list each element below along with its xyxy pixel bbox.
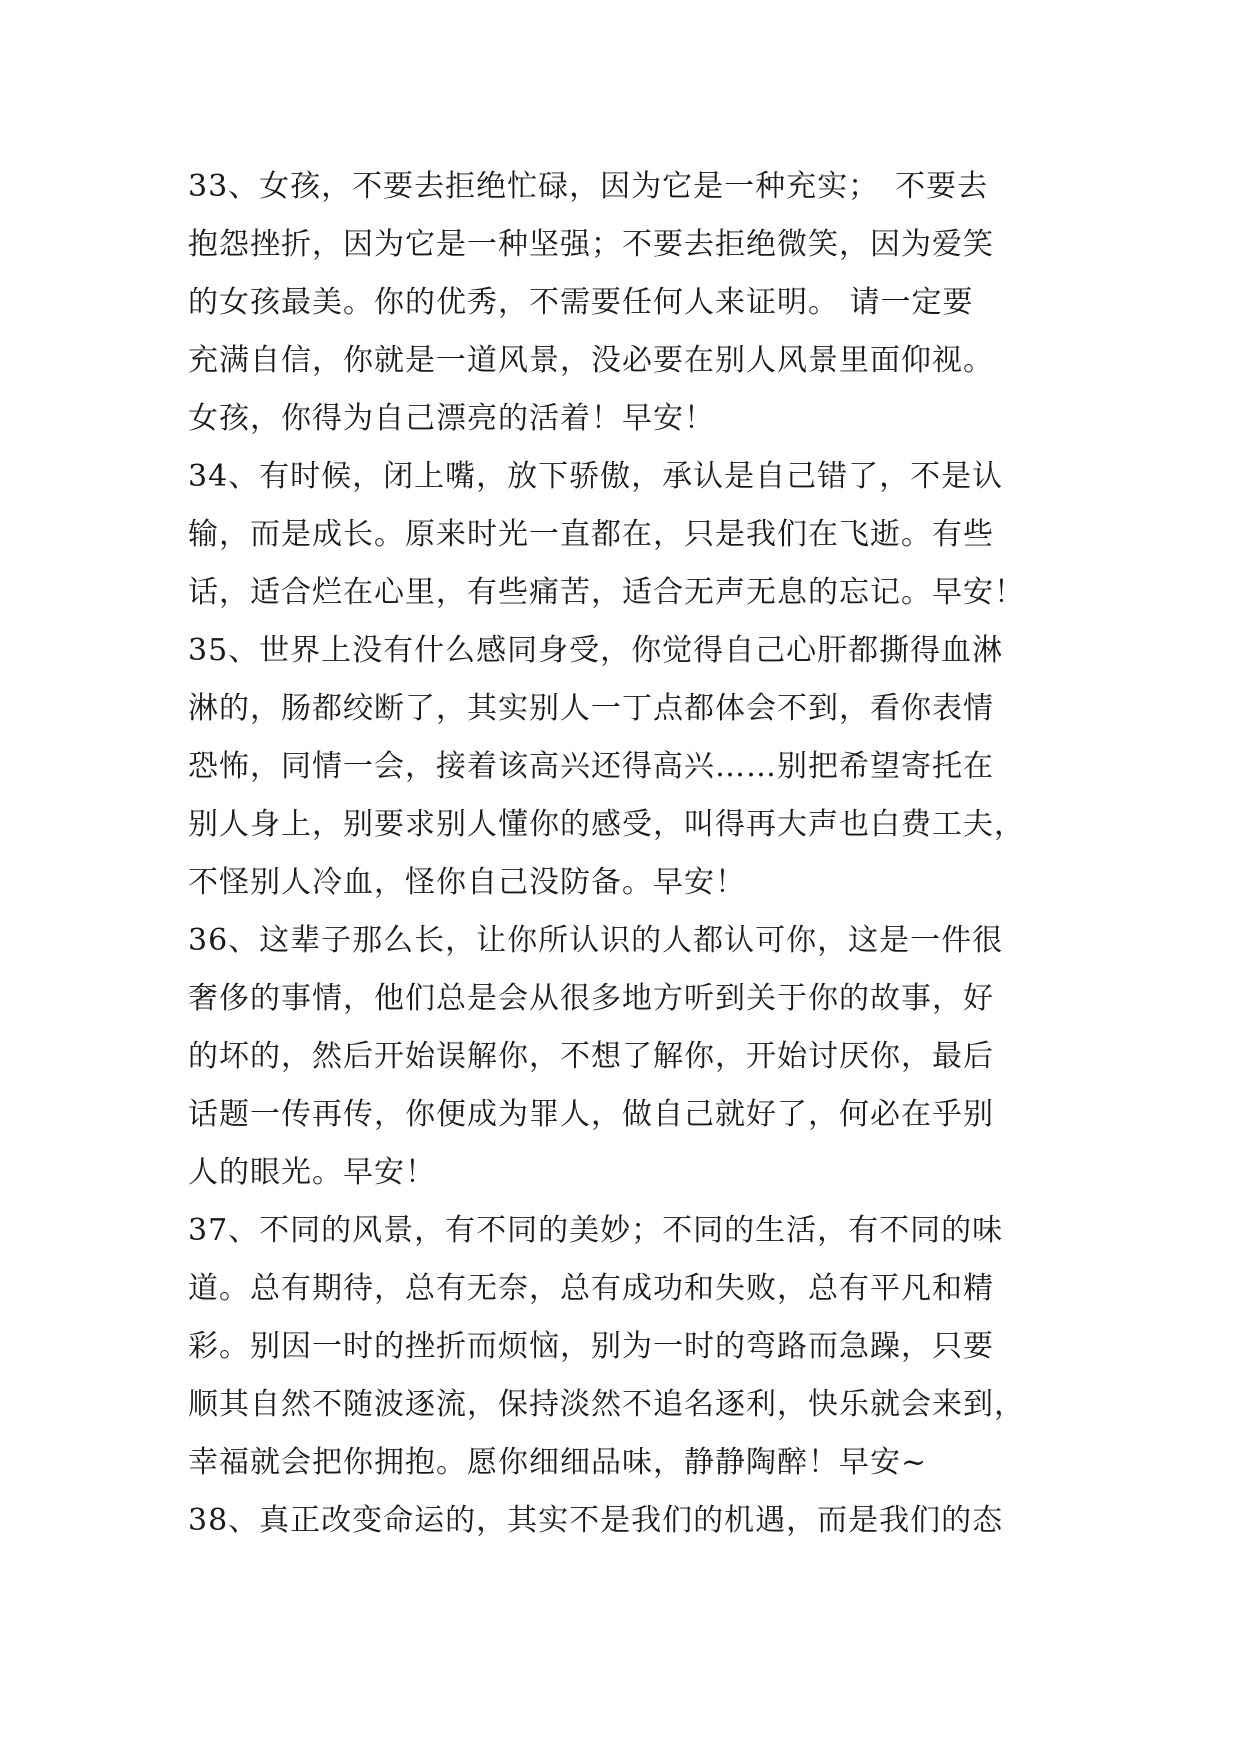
text-line: 35、世界上没有什么感同身受，你觉得自己心肝都撕得血淋 xyxy=(188,633,1004,668)
text-line: 恐怖，同情一会，接着该高兴还得高兴……别把希望寄托在 xyxy=(188,749,994,784)
text-line: 淋的，肠都绞断了，其实别人一丁点都体会不到，看你表情 xyxy=(188,691,994,726)
text-line: 36、这辈子那么长，让你所认识的人都认可你，这是一件很 xyxy=(188,923,1004,958)
text-line: 抱怨挫折，因为它是一种坚强；不要去拒绝微笑，因为爱笑 xyxy=(188,227,994,262)
text-line: 女孩，你得为自己漂亮的活着！早安！ xyxy=(188,401,715,436)
text-line: 33、女孩，不要去拒绝忙碌，因为它是一种充实； 不要去 xyxy=(188,169,989,204)
text-line: 话，适合烂在心里，有些痛苦，适合无声无息的忘记。早安！ xyxy=(188,575,1025,610)
text-line: 话题一传再传，你便成为罪人，做自己就好了，何必在乎别 xyxy=(188,1097,994,1132)
text-line: 34、有时候，闭上嘴，放下骄傲，承认是自己错了，不是认 xyxy=(188,459,1004,494)
body-text xyxy=(188,158,1068,1550)
text-line: 奢侈的事情，他们总是会从很多地方听到关于你的故事，好 xyxy=(188,981,994,1016)
text-line: 道。总有期待，总有无奈，总有成功和失败，总有平凡和精 xyxy=(188,1271,994,1306)
text-line: 37、不同的风景，有不同的美妙；不同的生活，有不同的味 xyxy=(188,1213,1004,1248)
text-line: 人的眼光。早安！ xyxy=(188,1155,436,1190)
text-line: 别人身上，别要求别人懂你的感受，叫得再大声也白费工夫， xyxy=(188,807,1025,842)
text-line: 输，而是成长。原来时光一直都在，只是我们在飞逝。有些 xyxy=(188,517,994,552)
text-line: 的女孩最美。你的优秀，不需要任何人来证明。 请一定要 xyxy=(188,285,974,320)
text-line: 彩。别因一时的挫折而烦恼，别为一时的弯路而急躁，只要 xyxy=(188,1329,994,1364)
text-line: 幸福就会把你拥抱。愿你细细品味，静静陶醉！早安~ xyxy=(188,1445,928,1480)
text-line: 38、真正改变命运的，其实不是我们的机遇，而是我们的态 xyxy=(188,1503,1004,1538)
text-line: 的坏的，然后开始误解你，不想了解你，开始讨厌你，最后 xyxy=(188,1039,994,1074)
text-line: 充满自信，你就是一道风景，没必要在别人风景里面仰视。 xyxy=(188,343,994,378)
text-line: 不怪别人冷血，怪你自己没防备。早安！ xyxy=(188,865,746,900)
text-line: 顺其自然不随波逐流，保持淡然不追名逐利，快乐就会来到， xyxy=(188,1387,1025,1422)
